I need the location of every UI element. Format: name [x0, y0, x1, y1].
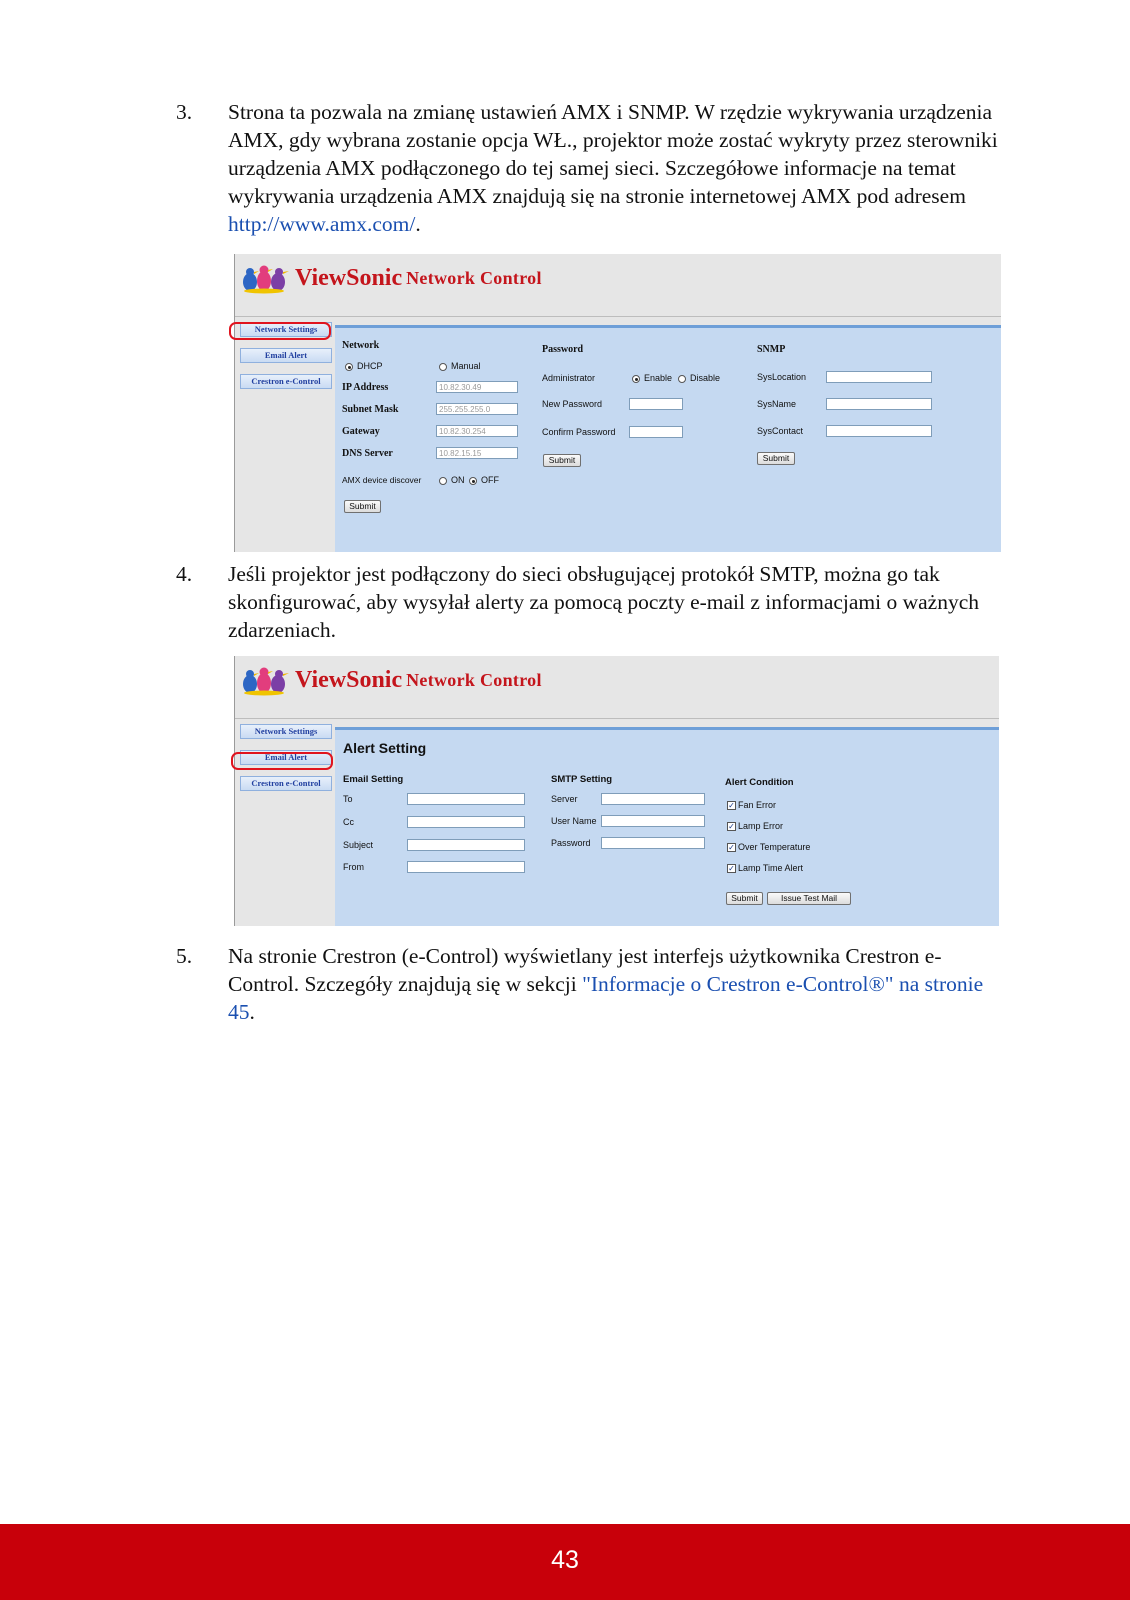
snmp-title: SNMP: [757, 344, 786, 355]
cc-field[interactable]: [407, 816, 525, 828]
syslocation-field[interactable]: [826, 371, 932, 383]
item-number: 4.: [176, 562, 193, 586]
amx-link[interactable]: http://www.amx.com/: [228, 212, 416, 236]
item-number: 5.: [176, 944, 193, 968]
settings-panel: Network DHCP Manual IP Address 10.82.30.49 Subnet Mask 255.255.255.0 Gateway 10.82.30.254 DNS Server 10.82.15.15 AMX device discover ON OFF Submit Password Administrator Enable Disable New Password Confirm Password Submit SNMP SysLocation SysName SysContact Submit: [335, 325, 1001, 552]
subject-field[interactable]: [407, 839, 525, 851]
sidebar-item-network-settings[interactable]: Network Settings: [240, 322, 332, 337]
syscontact-field[interactable]: [826, 425, 932, 437]
amx-on-radio[interactable]: [439, 477, 447, 485]
user-name-field[interactable]: [601, 815, 705, 827]
birds-logo-icon: [241, 262, 291, 294]
sidebar-item-crestron[interactable]: Crestron e-Control: [240, 776, 332, 791]
dns-server-field[interactable]: 10.82.15.15: [436, 447, 518, 459]
password-submit-button[interactable]: Submit: [543, 454, 581, 467]
page-number: 43: [551, 1546, 579, 1574]
network-submit-button[interactable]: Submit: [344, 500, 381, 513]
subnet-mask-field[interactable]: 255.255.255.0: [436, 403, 518, 415]
email-alert-screenshot: [234, 656, 999, 926]
sidebar-item-crestron[interactable]: Crestron e-Control: [240, 374, 332, 389]
sidebar-item-email-alert[interactable]: Email Alert: [240, 750, 332, 765]
network-settings-screenshot: [234, 254, 1001, 552]
lamp-time-alert-checkbox[interactable]: ✓: [728, 864, 735, 873]
sidebar-item-email-alert[interactable]: Email Alert: [240, 348, 332, 363]
birds-logo-icon: [241, 664, 291, 696]
viewsonic-logo: ViewSonic Network Control: [241, 660, 542, 700]
over-temperature-checkbox[interactable]: ✓: [728, 843, 735, 852]
issue-test-mail-button[interactable]: Issue Test Mail: [767, 892, 851, 905]
confirm-password-field[interactable]: [629, 426, 683, 438]
alert-submit-button[interactable]: Submit: [726, 892, 763, 905]
disable-radio[interactable]: [678, 375, 686, 383]
amx-off-radio[interactable]: [469, 477, 477, 485]
item-text: Jeśli projektor jest podłączony do sieci obsługującej protokół SMTP, można go tak skonfigurować, aby wysyłał alerty za pomocą poczty e-mail z informacjami o ważnych zdarzeniach.: [228, 562, 980, 642]
enable-radio[interactable]: [632, 375, 640, 383]
highlight-circle: [229, 322, 331, 340]
from-field[interactable]: [407, 861, 525, 873]
item-text: Strona ta pozwala na zmianę ustawień AMX i SNMP. W rzędzie wykrywania urządzenia AMX, gdy wybrana zostanie opcja WŁ., projektor może zostać wykryty przez sterowniki urządzenia AMX podłączonego do tej samej sieci. Szczegółowe informacje na temat wykrywania urządzenia AMX znajdują się na stronie internetowej AMX pod adresem http://www.amx.com/.: [228, 100, 998, 236]
alert-setting-heading: Alert Setting: [343, 740, 427, 756]
highlight-circle: [231, 752, 333, 770]
smtp-password-field[interactable]: [601, 837, 705, 849]
lamp-error-checkbox[interactable]: ✓: [728, 822, 735, 831]
viewsonic-logo: ViewSonic Network Control: [241, 258, 542, 298]
server-field[interactable]: [601, 793, 705, 805]
gateway-field[interactable]: 10.82.30.254: [436, 425, 518, 437]
page-footer: [0, 1524, 1130, 1600]
manual-radio[interactable]: [439, 363, 447, 371]
email-setting-title: Email Setting: [343, 774, 404, 785]
item-number: 3.: [176, 100, 193, 124]
alert-panel: Alert Setting Email Setting To Cc Subject From SMTP Setting Server User Name Password Alert Condition ✓ Fan Error ✓ Lamp Error ✓ Over Temperature ✓ Lamp Time Alert Submit Issue Test Mail: [335, 727, 999, 926]
sysname-field[interactable]: [826, 398, 932, 410]
snmp-submit-button[interactable]: Submit: [757, 452, 795, 465]
smtp-setting-title: SMTP Setting: [551, 774, 613, 785]
ip-address-field[interactable]: 10.82.30.49: [436, 381, 518, 393]
fan-error-checkbox[interactable]: ✓: [728, 801, 735, 810]
dhcp-radio[interactable]: [345, 363, 353, 371]
network-title: Network: [342, 340, 380, 351]
sidebar-item-network-settings[interactable]: Network Settings: [240, 724, 332, 739]
crestron-page-link[interactable]: "Informacje o Crestron e-Control®" na stronie 45: [228, 972, 984, 1024]
alert-condition-title: Alert Condition: [725, 777, 794, 788]
item-text: Na stronie Crestron (e-Control) wyświetlany jest interfejs użytkownika Crestron e-Control. Szczegóły znajdują się w sekcji "Informacje o Crestron e-Control®" na stronie 45.: [228, 944, 984, 1024]
password-title: Password: [542, 344, 584, 355]
new-password-field[interactable]: [629, 398, 683, 410]
to-field[interactable]: [407, 793, 525, 805]
